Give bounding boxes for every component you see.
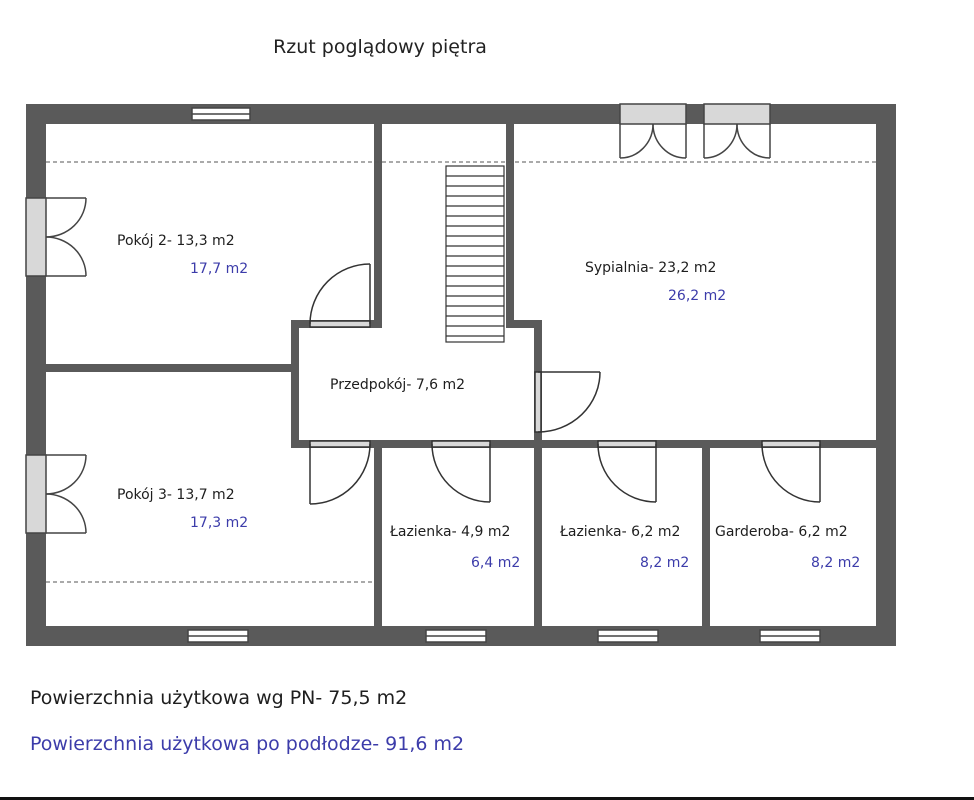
staircase — [446, 166, 504, 342]
double-window-1 — [620, 104, 686, 158]
room-lazienka1-floor-area: 6,4 m2 — [471, 555, 521, 571]
double-window-left-1 — [26, 198, 86, 276]
usable-area-pn: Powierzchnia użytkowa wg PN- 75,5 m2 — [30, 687, 408, 709]
double-window-left-2 — [26, 455, 86, 533]
room-sypialnia-floor-area: 26,2 m2 — [668, 288, 727, 304]
plan-title: Rzut poglądowy piętra — [273, 36, 487, 58]
door-lazienka1 — [432, 441, 490, 502]
room-lazienka2-floor-area: 8,2 m2 — [640, 555, 690, 571]
room-sypialnia-name: Sypialnia- 23,2 m2 — [585, 260, 717, 276]
window-top-left — [192, 108, 250, 120]
room-pokoj3-floor-area: 17,3 m2 — [190, 515, 249, 531]
window-bottom-4 — [760, 630, 820, 642]
door-garderoba — [762, 441, 820, 502]
room-pokoj2-floor-area: 17,7 m2 — [190, 261, 249, 277]
room-lazienka2-name: Łazienka- 6,2 m2 — [560, 524, 681, 540]
door-pokoj2 — [310, 264, 370, 327]
room-garderoba-floor-area: 8,2 m2 — [811, 555, 861, 571]
double-window-2 — [704, 104, 770, 158]
door-sypialnia — [535, 372, 600, 432]
room-lazienka1-name: Łazienka- 4,9 m2 — [390, 524, 511, 540]
door-pokoj3 — [310, 441, 370, 504]
window-bottom-3 — [598, 630, 658, 642]
room-przedpokoj-name: Przedpokój- 7,6 m2 — [330, 377, 466, 393]
door-lazienka2 — [598, 441, 656, 502]
room-pokoj3-name: Pokój 3- 13,7 m2 — [117, 487, 235, 503]
window-bottom-1 — [188, 630, 248, 642]
usable-area-floor: Powierzchnia użytkowa po podłodze- 91,6 m2 — [30, 733, 465, 755]
room-garderoba-name: Garderoba- 6,2 m2 — [715, 524, 848, 540]
window-bottom-2 — [426, 630, 486, 642]
room-pokoj2-name: Pokój 2- 13,3 m2 — [117, 233, 235, 249]
